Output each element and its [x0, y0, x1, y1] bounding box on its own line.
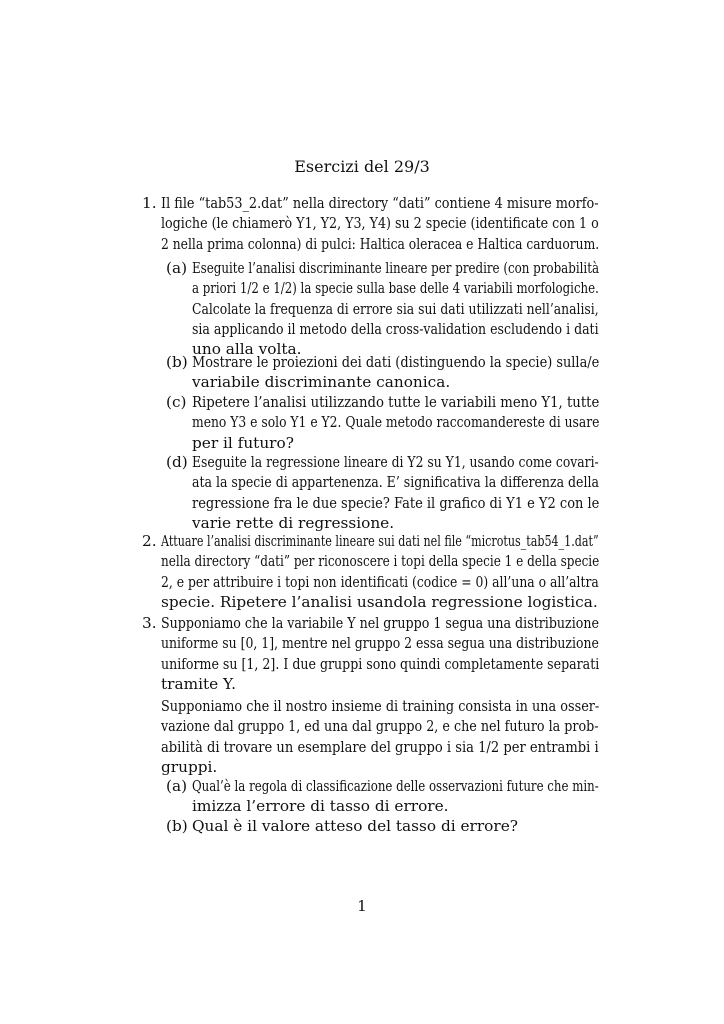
text-line: abilità di trovare un esemplare del gruppo i sia 1/2 per entrambi i	[161, 737, 599, 756]
text-line: 2, e per attribuire i topi non identificati (codice = 0) all’una o all’altra	[161, 572, 599, 591]
text-line: uniforme su [1, 2]. I due gruppi sono quindi completamente separati	[161, 654, 600, 673]
text-line: Attuare l’analisi discriminante lineare sui dati nel file “microtus_tab54_1.dat”	[161, 532, 599, 550]
text-line: meno Y3 e solo Y1 e Y2. Quale metodo raccomandereste di usare	[192, 413, 600, 432]
exercise-3-number: 3.	[142, 614, 157, 632]
item-1c-text	[192, 392, 599, 453]
item-1b-text	[192, 352, 599, 393]
text-line: gruppi.	[161, 757, 218, 776]
text-line: vazione dal gruppo 1, ed una dal gruppo 2, e che nel futuro la prob-	[161, 717, 599, 736]
item-3b-label: (b)	[166, 817, 188, 835]
exercise-3-paragraph-2	[161, 696, 599, 777]
text-line: uniforme su [0, 1], mentre nel gruppo 2 essa segua una distribuzione	[161, 634, 599, 653]
item-1b-label: (b)	[166, 353, 188, 371]
text-line: Ripetere l’analisi utilizzando tutte le variabili meno Y1, tutte	[192, 393, 600, 411]
item-3a-text	[192, 776, 599, 817]
text-line: Qual è il valore atteso del tasso di errore?	[192, 817, 518, 835]
item-1d-text	[192, 452, 599, 533]
item-3a-label: (a)	[166, 777, 188, 795]
text-line: nella directory “dati” per riconoscere i topi della specie 1 e della specie	[161, 552, 600, 571]
text-line: Calcolate la frequenza di errore sia sui dati utilizzati nell’analisi,	[192, 299, 599, 318]
text-line: Supponiamo che il nostro insieme di training consista in una osser-	[161, 697, 600, 715]
item-3b-text	[192, 816, 599, 836]
text-line: specie. Ripetere l’analisi usandola regressione logistica.	[161, 592, 598, 611]
exercise-2-text	[161, 531, 599, 612]
item-1a-text	[192, 258, 599, 359]
text-line: Eseguite la regressione lineare di Y2 su Y1, usando come covari-	[192, 453, 599, 471]
text-line: Eseguite l’analisi discriminante lineare per predire (con probabilità	[192, 259, 600, 277]
text-line: Mostrare le proiezioni dei dati (distinguendo la specie) sulla/e	[192, 353, 600, 371]
text-line: Il file “tab53_2.dat” nella directory “dati” contiene 4 misure morfo-	[161, 194, 599, 212]
exercise-1-text	[161, 193, 599, 254]
text-line: Supponiamo che la variabile Y nel gruppo 1 segua una distribuzione	[161, 614, 599, 632]
exercise-2-number: 2.	[142, 532, 157, 550]
text-line: regressione fra le due specie? Fate il grafico di Y1 e Y2 con le	[192, 493, 600, 512]
item-1d-label: (d)	[166, 453, 188, 471]
text-line: per il futuro?	[192, 433, 294, 452]
exercise-3-text	[161, 613, 599, 694]
text-line: tramite Y.	[161, 674, 237, 693]
text-line: sia applicando il metodo della cross-validation escludendo i dati	[192, 319, 599, 338]
text-line: uno alla volta.	[192, 340, 302, 359]
text-line: Qual’è la regola di classificazione delle osservazioni future che min-	[192, 777, 599, 795]
text-line: ata la specie di appartenenza. E’ significativa la differenza della	[192, 473, 599, 492]
text-line: varie rette di regressione.	[192, 513, 395, 532]
exercise-1-number: 1.	[142, 194, 157, 212]
text-line: a priori 1/2 e 1/2) la specie sulla base delle 4 variabili morfologiche.	[192, 279, 599, 298]
text-line: variabile discriminante canonica.	[192, 373, 451, 392]
page-title: Esercizi del 29/3	[294, 157, 430, 176]
text-line: 2 nella prima colonna) di pulci: Haltica oleracea e Haltica carduorum.	[161, 234, 600, 253]
text-line: logiche (le chiamerò Y1, Y2, Y3, Y4) su 2 specie (identificate con 1 o	[161, 214, 599, 233]
text-line: imizza l’errore di tasso di errore.	[192, 797, 449, 816]
item-1a-label: (a)	[166, 259, 188, 277]
item-1c-label: (c)	[166, 393, 187, 411]
page-number: 1	[357, 897, 367, 915]
